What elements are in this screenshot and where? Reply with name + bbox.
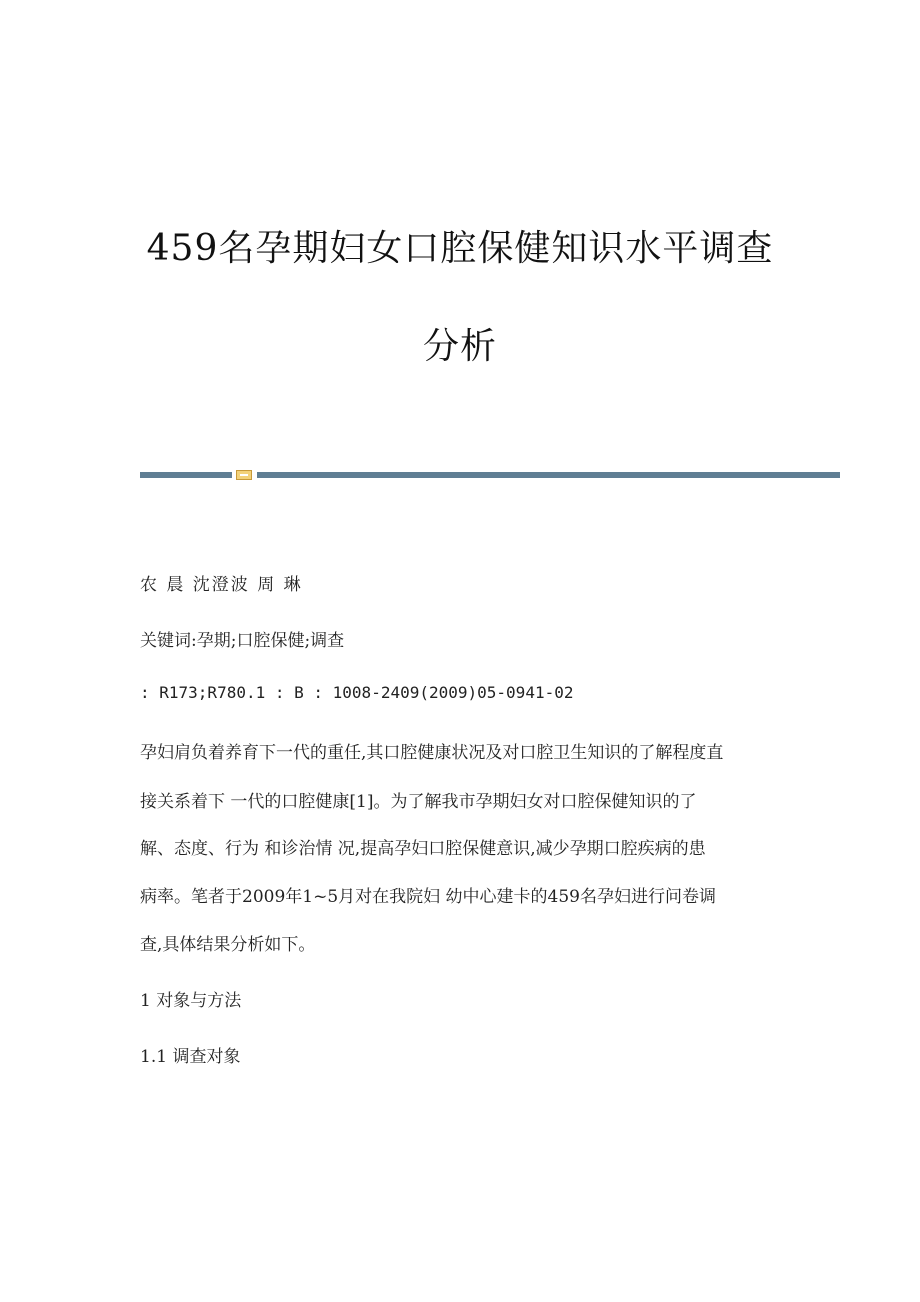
classification-codes: : R173;R780.1 : B : 1008-2409(2009)05-0941-02 <box>140 683 574 702</box>
title-divider <box>140 470 840 480</box>
body-line: 接关系着下 一代的口腔健康[1]。为了解我市孕期妇女对口腔保健知识的了 <box>140 792 697 812</box>
divider-bar-left <box>140 472 232 478</box>
section-heading-1: 1 对象与方法 <box>140 991 242 1011</box>
authors: 农 晨 沈澄波 周 琳 <box>140 575 303 595</box>
divider-ornament-icon <box>236 470 252 480</box>
section-heading-1-1: 1.1 调查对象 <box>140 1047 241 1067</box>
divider-bar-right <box>257 472 840 478</box>
body-line: 查,具体结果分析如下。 <box>140 935 316 955</box>
body-line: 解、态度、行为 和诊治情 况,提高孕妇口腔保健意识,减少孕期口腔疾病的患 <box>140 839 706 859</box>
body-line: 病率。笔者于2009年1~5月对在我院妇 幼中心建卡的459名孕妇进行问卷调 <box>140 887 716 907</box>
document-title-line-2: 分析 <box>422 326 497 367</box>
body-line: 孕妇肩负着养育下一代的重任,其口腔健康状况及对口腔卫生知识的了解程度直 <box>140 743 724 763</box>
keywords: 关键词:孕期;口腔保健;调查 <box>140 631 345 651</box>
document-title-line-1: 459名孕期妇女口腔保健知识水平调查 <box>146 228 774 269</box>
